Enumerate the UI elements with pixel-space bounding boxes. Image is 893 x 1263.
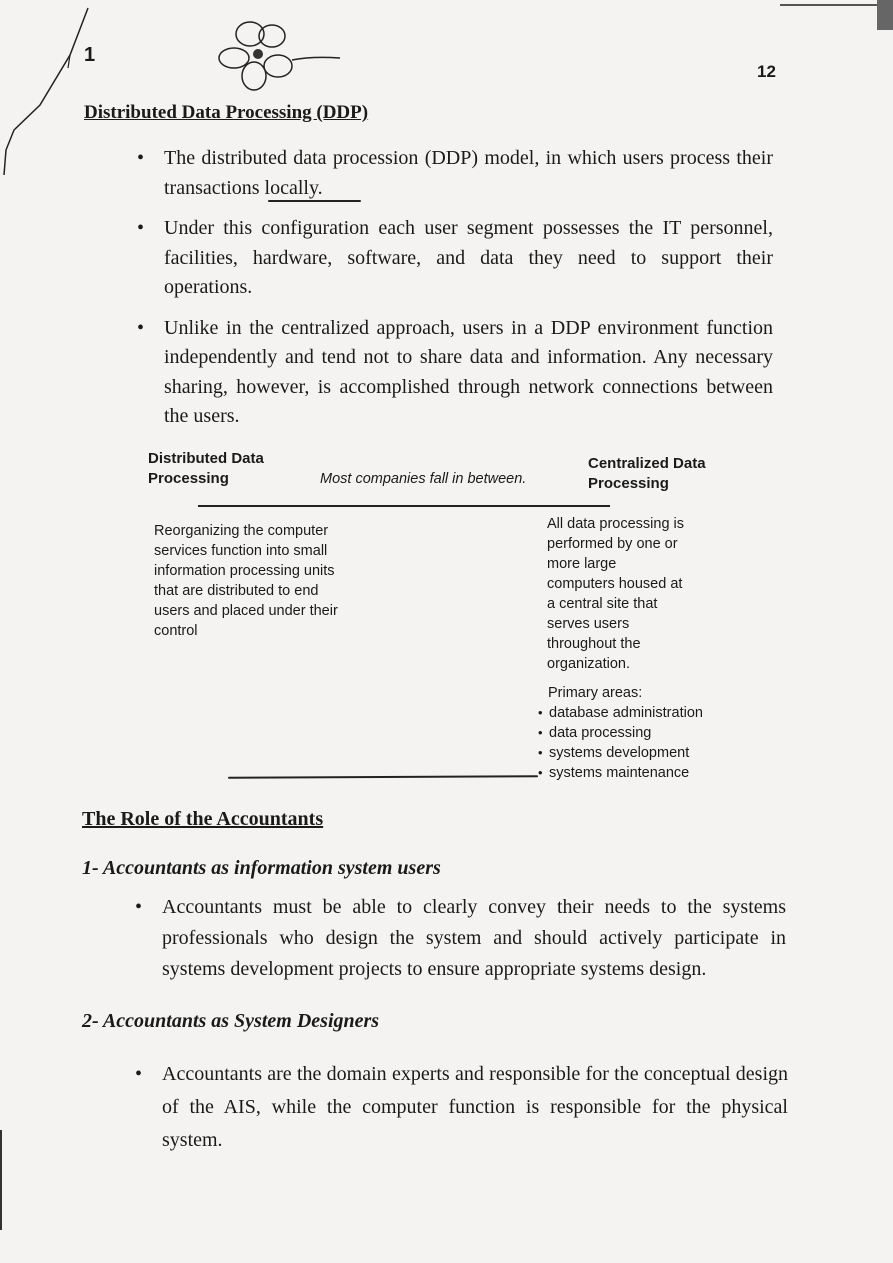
designers-subheading: 2- Accountants as System Designers (82, 1010, 380, 1032)
primary-area-item: • data processing (549, 723, 703, 743)
handwritten-bottom-rule (228, 775, 538, 778)
ddp-bullet-2: • Under this configuration each user segment possesses the IT personnel, facilities, hardware, software, and data they need to support their operations. (164, 214, 773, 303)
users-bullet: • Accountants must be able to clearly convey their needs to the systems professionals who design the system and should actively participate in systems development projects to ensure appropriate systems design. (162, 892, 786, 985)
page-corner-shadow (877, 0, 893, 30)
role-heading: The Role of the Accountants (82, 808, 324, 830)
ddp-bullet-1: • The distributed data procession (DDP) model, in which users process their transactions locally. (164, 144, 773, 203)
flower-doodle-icon (212, 18, 352, 98)
handwritten-underline-locally (268, 200, 361, 202)
users-subheading: 1- Accountants as information system users (82, 857, 441, 879)
ddp-bullet-3: • Unlike in the centralized approach, users in a DDP environment function independently and tend not to share data and information. Any necessary sharing, however, is accomplished through network connections between the users. (164, 314, 773, 432)
diagram-left-description: Reorganizing the computer services function into small information processing units that are distributed to end users and placed under their control (154, 523, 338, 639)
primary-areas-list (549, 703, 703, 783)
ddp-bullet-list (164, 144, 773, 432)
diagram-middle-label: Most companies fall in between. (320, 471, 527, 487)
primary-area-item: • systems development (549, 743, 703, 763)
left-margin-shadow (0, 1130, 2, 1230)
primary-area-item: • systems maintenance (549, 763, 703, 783)
diagram-right-title: Centralized Data Processing (588, 455, 706, 492)
diagram-spectrum-rule (198, 505, 610, 507)
designers-bullet: • Accountants are the domain experts and responsible for the conceptual design of the AIS, while the computer function is responsible for the physical system. (162, 1058, 788, 1157)
primary-areas-label: Primary areas: (548, 685, 643, 701)
users-bullet-list (162, 892, 786, 985)
margin-pen-line (0, 0, 100, 200)
right-page-number: 12 (757, 62, 776, 81)
diagram-left-title: Distributed Data Processing (148, 450, 264, 487)
left-page-number: 1 (84, 44, 96, 66)
primary-area-item: • database administration (549, 703, 703, 723)
designers-bullet-list (162, 1058, 788, 1157)
top-edge-line (780, 4, 890, 6)
diagram-right-description: All data processing is performed by one or more large computers housed at a central site that serves users throughout the organization. (547, 516, 685, 672)
ddp-heading: Distributed Data Processing (DDP) (84, 102, 369, 123)
